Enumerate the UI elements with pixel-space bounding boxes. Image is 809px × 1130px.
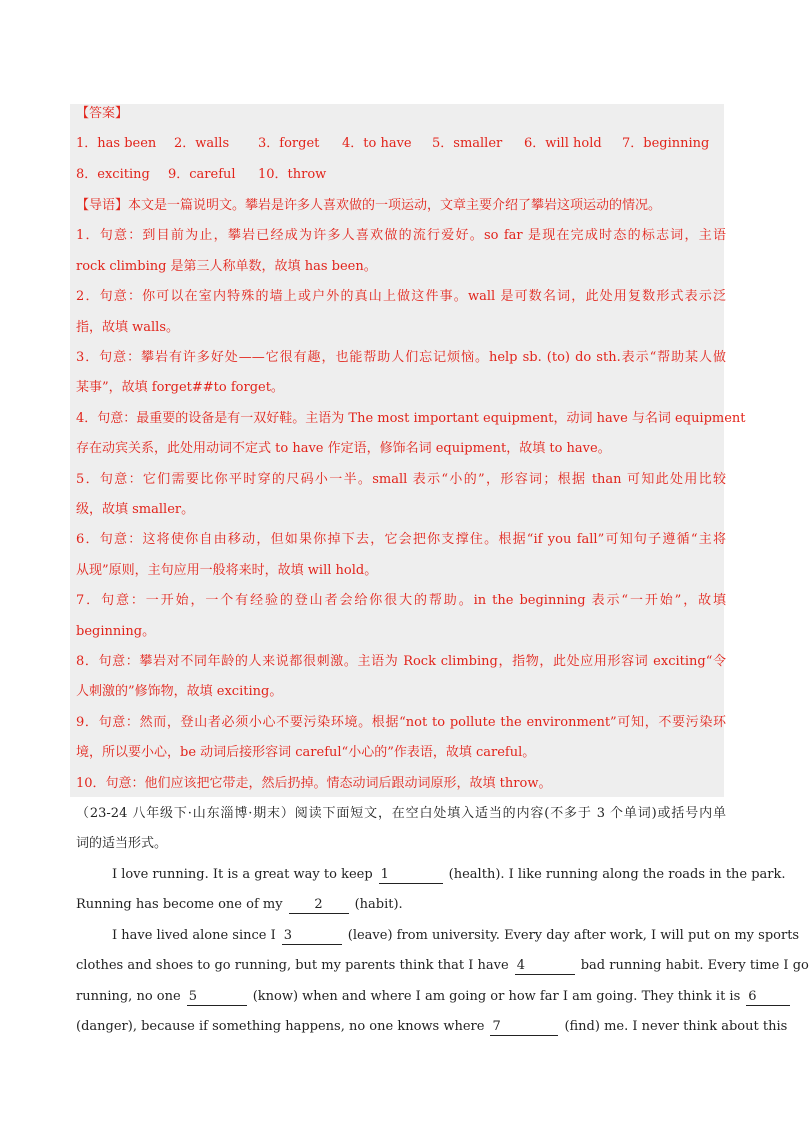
passage-p1-line-1 (112, 865, 786, 885)
passage-text: I love running. It is a great way to keep (112, 867, 373, 882)
passage-text: (danger), because if something happens, no one knows where (76, 1019, 485, 1034)
answers-row-2 (76, 165, 726, 185)
answer-item: 6．will hold (524, 136, 602, 151)
passage-text: (health). I like running along the roads in the park. (448, 867, 786, 882)
explanation-1-line-2: rock climbing 是第三人称单数，故填 has been。 (76, 259, 377, 274)
passage-p2-line-4 (76, 1017, 788, 1037)
blank-6[interactable]: 6 (746, 989, 790, 1006)
passage-text: bad running habit. Every time I go (580, 958, 809, 973)
blank-2[interactable]: 2 (289, 897, 349, 914)
explanation-4-line-1: 4．句意：最重要的设备是有一双好鞋。主语为 The most important equipment，动词 have 与名词 equipment (76, 411, 746, 426)
question-intro-line-1: （23-24 八年级下·山东淄博·期末）阅读下面短文，在空白处填入适当的内容(不多于 3 个单词)或括号内单 (76, 806, 726, 821)
explanation-6-line-1: 6．句意：这将使你自由移动，但如果你掉下去，它会把你支撑住。根据“if you fall”可知句子遵循“主将 (76, 532, 726, 547)
explanation-8-line-1: 8．句意：攀岩对不同年龄的人来说都很刺激。主语为 Rock climbing，指物，此处应用形容词 exciting“令 (76, 654, 726, 669)
answer-item: 9．careful (168, 167, 236, 182)
guide-text: 【导语】本文是一篇说明文。攀岩是许多人喜欢做的一项运动，文章主要介绍了攀岩这项运动的情况。 (76, 198, 662, 213)
passage-p2-line-1 (112, 926, 800, 946)
passage-p2-line-2 (76, 956, 809, 976)
explanation-2-line-2: 指，故填 walls。 (76, 320, 179, 335)
answers-row-1 (76, 134, 726, 154)
explanation-3-line-2: 某事”，故填 forget##to forget。 (76, 380, 284, 395)
blank-4[interactable]: 4 (515, 958, 575, 975)
explanation-8-line-2: 人刺激的”修饰物，故填 exciting。 (76, 684, 283, 699)
explanation-10: 10．句意：他们应该把它带走，然后扔掉。情态动词后跟动词原形，故填 throw。 (76, 776, 552, 791)
blank-7[interactable]: 7 (490, 1019, 558, 1036)
blank-1[interactable]: 1 (379, 867, 443, 884)
blank-3[interactable]: 3 (282, 928, 342, 945)
explanation-1-line-1: 1．句意：到目前为止，攀岩已经成为许多人喜欢做的流行爱好。so far 是现在完成时态的标志词，主语 (76, 228, 726, 243)
answer-header: 【答案】 (76, 106, 129, 121)
answer-item: 5．smaller (432, 136, 503, 151)
passage-text: (find) me. I never think about this (564, 1019, 788, 1034)
answer-item: 8．exciting (76, 167, 150, 182)
explanation-6-line-2: 从现”原则，主句应用一般将来时，故填 will hold。 (76, 563, 378, 578)
answer-item: 1．has been (76, 136, 157, 151)
answer-item: 3．forget (258, 136, 320, 151)
passage-p2-line-3 (76, 987, 757, 1007)
answer-item: 10．throw (258, 167, 327, 182)
explanation-7-line-2: beginning。 (76, 624, 156, 639)
passage-text: clothes and shoes to go running, but my parents think that I have (76, 958, 509, 973)
explanation-9-line-2: 境，所以要小心，be 动词后接形容词 careful“小心的”作表语，故填 careful。 (76, 745, 536, 760)
passage-p1-line-2 (76, 895, 726, 915)
explanation-4-line-2: 存在动宾关系，此处用动词不定式 to have 作定语，修饰名词 equipment，故填 to have。 (76, 441, 611, 456)
explanation-5-line-1: 5．句意：它们需要比你平时穿的尺码小一半。small 表示“小的”，形容词；根据 than 可知此处用比较 (76, 472, 726, 487)
explanation-3-line-1: 3．句意：攀岩有许多好处——它很有趣，也能帮助人们忘记烦恼。help sb. (to) do sth.表示“帮助某人做 (76, 350, 726, 365)
passage-text: (habit). (354, 897, 403, 912)
passage-text: (know) when and where I am going or how far I am going. They think it is (252, 989, 741, 1004)
answer-item: 7．beginning (622, 136, 710, 151)
blank-5[interactable]: 5 (187, 989, 247, 1006)
passage-text: Running has become one of my (76, 897, 283, 912)
explanation-7-line-1: 7．句意：一开始，一个有经验的登山者会给你很大的帮助。in the beginning 表示“一开始”，故填 (76, 593, 726, 608)
explanation-9-line-1: 9．句意：然而，登山者必须小心不要污染环境。根据“not to pollute the environment”可知，不要污染环 (76, 715, 726, 730)
explanation-5-line-2: 级，故填 smaller。 (76, 502, 195, 517)
answer-item: 4．to have (342, 136, 412, 151)
passage-text: running, no one (76, 989, 181, 1004)
passage-text: I have lived alone since I (112, 928, 276, 943)
question-intro-line-2: 词的适当形式。 (76, 836, 168, 851)
explanation-2-line-1: 2．句意：你可以在室内特殊的墙上或户外的真山上做这件事。wall 是可数名词，此处用复数形式表示泛 (76, 289, 726, 304)
passage-text: (leave) from university. Every day after work, I will put on my sports (347, 928, 800, 943)
answer-item: 2．walls (174, 136, 230, 151)
